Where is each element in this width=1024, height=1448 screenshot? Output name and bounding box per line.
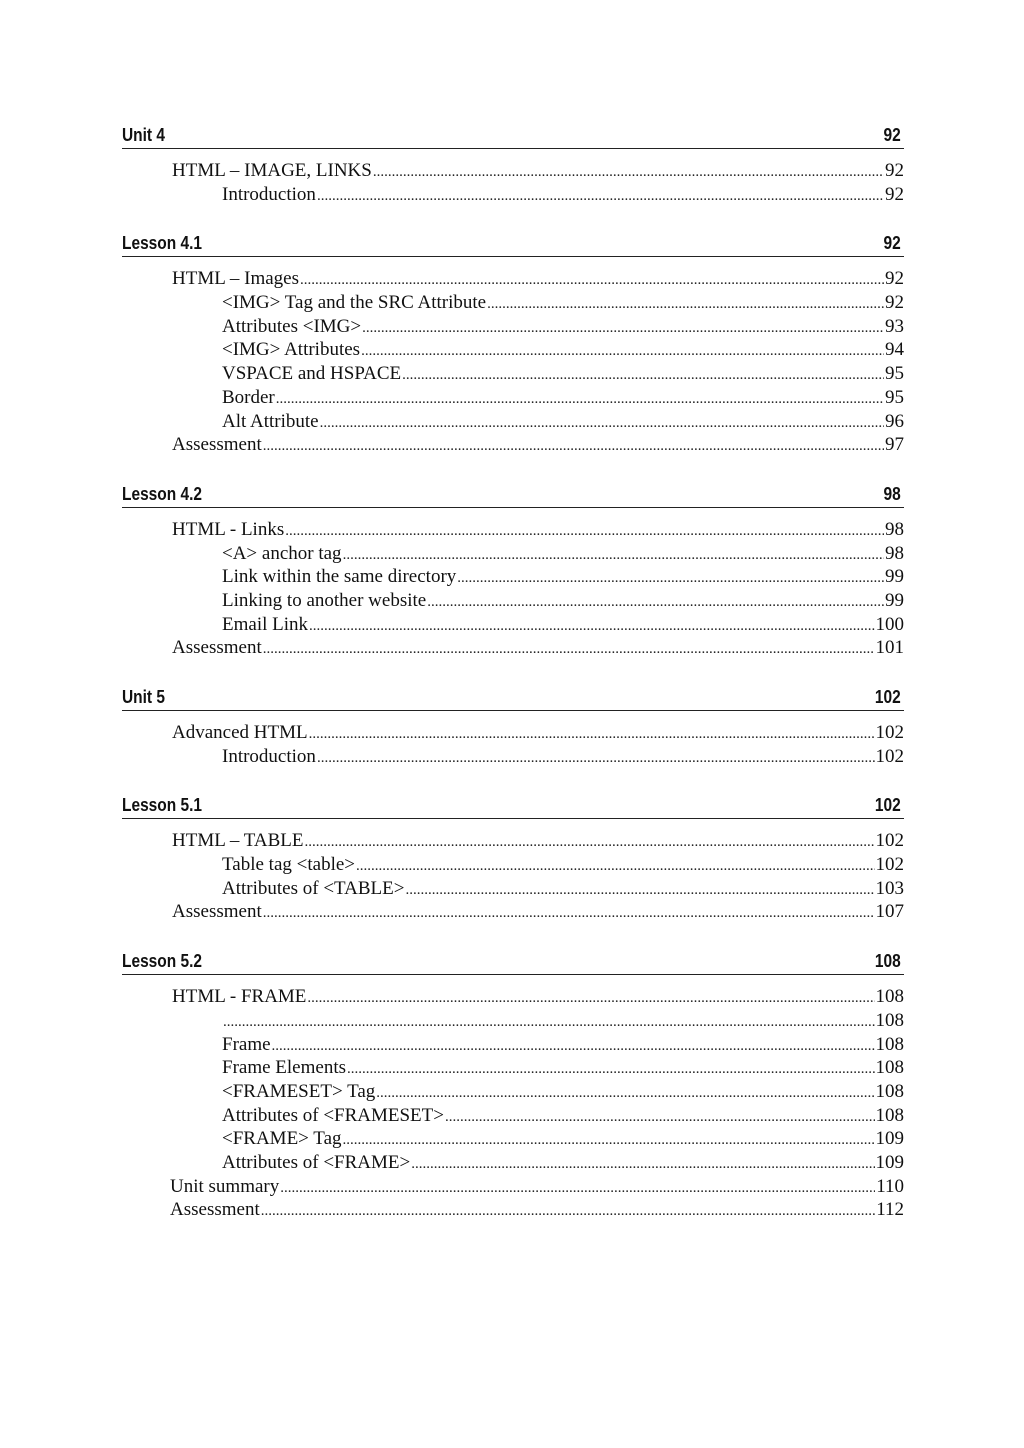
entry-label: HTML - FRAME: [172, 986, 307, 1008]
entry-page-number: 94: [885, 339, 904, 361]
toc-entry[interactable]: [122, 745, 904, 769]
toc-entry[interactable]: [122, 1175, 904, 1199]
toc-entry[interactable]: [122, 267, 904, 291]
entry-page-number: 96: [885, 410, 904, 432]
entry-label: <FRAME> Tag: [222, 1128, 342, 1150]
entry-page-number: 109: [875, 1151, 904, 1173]
dot-leader: [285, 520, 884, 544]
entry-label: <IMG> Tag and the SRC Attribute: [222, 292, 487, 314]
toc-entry[interactable]: [122, 433, 904, 457]
entry-page-number: 92: [885, 292, 904, 314]
entry-label: Introduction: [222, 745, 316, 767]
entry-page-number: 95: [885, 363, 904, 385]
section-heading: [122, 950, 904, 974]
toc-entry[interactable]: [122, 1009, 904, 1033]
dot-leader: [300, 269, 884, 293]
entry-page-number: 98: [885, 518, 904, 540]
entry-page-number: 102: [875, 854, 904, 876]
toc-entry[interactable]: [122, 613, 904, 637]
entry-page-number: 99: [885, 566, 904, 588]
toc-entry[interactable]: [122, 1033, 904, 1057]
entry-label: Email Link: [222, 613, 309, 635]
entry-label: Assessment: [172, 434, 262, 456]
dot-leader: [317, 185, 884, 209]
dot-leader: [304, 831, 874, 855]
entry-page-number: 108: [875, 1104, 904, 1126]
dot-leader: [320, 412, 884, 436]
section-rule: [122, 818, 904, 819]
dot-leader: [445, 1106, 875, 1130]
section-title: Unit 5: [122, 687, 166, 707]
toc-entry[interactable]: [122, 315, 904, 339]
entry-label: Attributes <IMG>: [222, 315, 362, 337]
section-heading: [122, 483, 904, 507]
section-page-number: 92: [883, 233, 901, 254]
section-page-number: 102: [874, 687, 901, 707]
entry-label: Assessment: [172, 901, 262, 923]
entry-page-number: 101: [875, 637, 904, 659]
dot-leader: [343, 1129, 875, 1153]
entry-label: <A> anchor tag: [222, 542, 342, 564]
section-heading: [122, 124, 904, 148]
toc-entry[interactable]: [122, 1080, 904, 1104]
entry-page-number: 108: [875, 986, 904, 1008]
dot-leader: [261, 1200, 875, 1224]
dot-leader: [343, 544, 884, 568]
dot-leader: [263, 435, 884, 459]
dot-leader: [223, 1011, 875, 1035]
section-heading: [122, 794, 904, 818]
dot-leader: [457, 567, 884, 591]
entry-page-number: 95: [885, 386, 904, 408]
section-heading: [122, 232, 904, 256]
toc-entry[interactable]: [122, 853, 904, 877]
section-title: Lesson 5.2: [122, 951, 203, 972]
dot-leader: [309, 723, 875, 747]
entry-page-number: 102: [875, 745, 904, 767]
entry-label: HTML - Links: [172, 518, 285, 540]
toc-entry[interactable]: [122, 1127, 904, 1151]
entry-label: Attributes of <TABLE>: [222, 877, 405, 899]
toc-entry[interactable]: [122, 900, 904, 924]
entry-label: Introduction: [222, 183, 316, 205]
entry-label: <FRAMESET> Tag: [222, 1080, 376, 1102]
section-rule: [122, 974, 904, 975]
section-title: Unit 4: [122, 125, 166, 145]
section-heading: [122, 686, 904, 710]
section-rule: [122, 710, 904, 711]
entry-label: Unit summary: [170, 1175, 280, 1197]
dot-leader: [347, 1058, 875, 1082]
toc-entry[interactable]: [122, 1198, 904, 1222]
section-page-number: 98: [883, 483, 901, 504]
section-title: Lesson 4.2: [122, 483, 203, 504]
entry-page-number: 109: [875, 1128, 904, 1150]
entry-label: Frame: [222, 1033, 271, 1055]
section-rule: [122, 148, 904, 149]
entry-label: Table tag <table>: [222, 854, 355, 876]
dot-leader: [405, 879, 874, 903]
entry-page-number: 107: [875, 901, 904, 923]
dot-leader: [276, 388, 884, 412]
toc-section: [122, 124, 904, 206]
entry-page-number: 110: [876, 1175, 904, 1197]
entry-page-number: 99: [885, 589, 904, 611]
entry-page-number: 108: [875, 1009, 904, 1031]
toc-entry[interactable]: [122, 1151, 904, 1175]
toc-section: [122, 950, 904, 1222]
entry-label: HTML – Images: [172, 268, 299, 290]
entry-label: Frame Elements: [222, 1057, 346, 1079]
toc-section: [122, 232, 904, 457]
toc-entry[interactable]: [122, 183, 904, 207]
toc-entry[interactable]: [122, 1056, 904, 1080]
dot-leader: [373, 161, 884, 185]
toc-entry[interactable]: [122, 518, 904, 542]
section-page-number: 92: [883, 125, 901, 145]
entry-label: Assessment: [172, 637, 262, 659]
entry-label: Assessment: [170, 1199, 260, 1221]
entry-label: Linking to another website: [222, 589, 427, 611]
toc-section: [122, 483, 904, 660]
entry-label: Advanced HTML: [172, 722, 308, 743]
toc-entry[interactable]: [122, 721, 904, 745]
dot-leader: [263, 638, 875, 662]
entry-page-number: 92: [885, 268, 904, 290]
entry-page-number: 103: [875, 877, 904, 899]
toc-entry[interactable]: [122, 636, 904, 660]
dot-leader: [361, 340, 884, 364]
dot-leader: [487, 293, 884, 317]
dot-leader: [402, 364, 884, 388]
section-rule: [122, 507, 904, 508]
section-page-number: 108: [874, 951, 901, 972]
section-page-number: 102: [874, 795, 901, 816]
toc-entry[interactable]: [122, 159, 904, 183]
dot-leader: [427, 591, 884, 615]
section-rule: [122, 256, 904, 257]
toc-entry[interactable]: [122, 338, 904, 362]
entry-label: HTML – TABLE: [172, 830, 304, 852]
section-title: Lesson 5.1: [122, 795, 203, 816]
entry-page-number: 108: [875, 1080, 904, 1102]
entry-label: HTML – IMAGE, LINKS: [172, 160, 372, 181]
dot-leader: [317, 747, 875, 771]
toc-entry[interactable]: [122, 1104, 904, 1128]
entry-page-number: 108: [875, 1057, 904, 1079]
toc-entry[interactable]: [122, 877, 904, 901]
entry-page-number: 112: [876, 1199, 904, 1221]
dot-leader: [411, 1153, 874, 1177]
entry-page-number: 92: [885, 183, 904, 205]
toc-entry[interactable]: [122, 985, 904, 1009]
entry-page-number: 102: [875, 830, 904, 852]
entry-page-number: 92: [885, 160, 904, 181]
toc-entry[interactable]: [122, 829, 904, 853]
entry-page-number: 108: [875, 1033, 904, 1055]
toc-entry[interactable]: [122, 565, 904, 589]
entry-label: VSPACE and HSPACE: [222, 363, 402, 385]
table-of-contents: [122, 124, 904, 1248]
dot-leader: [362, 317, 884, 341]
entry-page-number: 93: [885, 315, 904, 337]
dot-leader: [309, 615, 874, 639]
dot-leader: [356, 855, 875, 879]
toc-section: [122, 686, 904, 768]
dot-leader: [263, 902, 875, 926]
dot-leader: [307, 987, 874, 1011]
entry-page-number: 100: [875, 613, 904, 635]
entry-page-number: 102: [875, 722, 904, 743]
dot-leader: [272, 1035, 875, 1059]
toc-entry[interactable]: [122, 362, 904, 386]
toc-entry[interactable]: [122, 291, 904, 315]
entry-label: Attributes of <FRAMESET>: [222, 1104, 444, 1126]
entry-page-number: 98: [885, 542, 904, 564]
entry-page-number: 97: [885, 434, 904, 456]
toc-section: [122, 794, 904, 924]
entry-label: Alt Attribute: [222, 410, 319, 432]
toc-entry[interactable]: [122, 386, 904, 410]
entry-label: Border: [222, 386, 275, 408]
toc-entry[interactable]: [122, 542, 904, 566]
dot-leader: [280, 1177, 875, 1201]
entry-label: Attributes of <FRAME>: [222, 1151, 411, 1173]
toc-entry[interactable]: [122, 589, 904, 613]
dot-leader: [376, 1082, 874, 1106]
toc-entry[interactable]: [122, 410, 904, 434]
section-title: Lesson 4.1: [122, 233, 203, 254]
entry-label: <IMG> Attributes: [222, 339, 361, 361]
entry-label: Link within the same directory: [222, 566, 457, 588]
